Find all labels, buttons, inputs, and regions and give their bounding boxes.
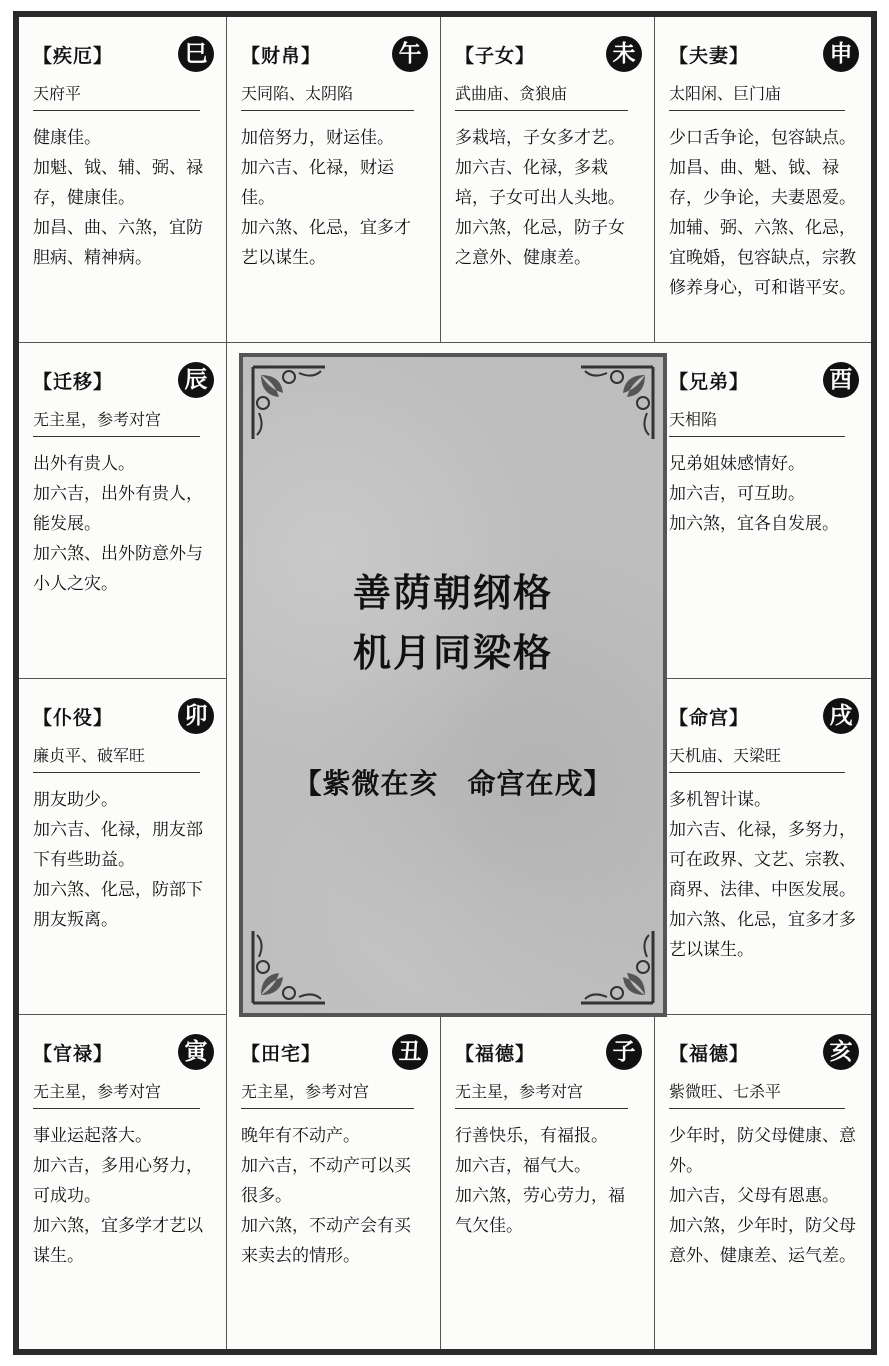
desc-line: 加六煞，化忌，防子女之意外、健康差。	[455, 218, 625, 268]
ornament-bottom-left-icon	[249, 927, 329, 1007]
desc-line: 加六煞，劳心劳力，福气欠佳。	[455, 1186, 625, 1236]
desc-line: 加昌、曲、六煞，宜防胆病、精神病。	[33, 218, 203, 268]
palace-mao	[19, 679, 227, 1015]
palace-description	[33, 123, 212, 273]
main-stars: 无主星，参考对宫	[33, 407, 200, 437]
desc-line: 加六煞、出外防意外与小人之灾。	[33, 544, 203, 594]
palace-title: 【仆役】	[33, 707, 114, 729]
palace-description	[455, 1121, 640, 1241]
desc-line: 加昌、曲、魁、钺、禄存，少争论，夫妻恩爱。	[669, 158, 856, 208]
desc-line: 兄弟姐妹感情好。	[669, 454, 805, 474]
desc-line: 多机智计谋。	[669, 790, 771, 810]
palace-description	[241, 123, 426, 273]
palace-wei	[441, 17, 655, 343]
desc-line: 加六吉，可互助。	[669, 484, 805, 504]
palace-xu	[655, 679, 871, 1015]
main-stars: 廉贞平、破军旺	[33, 743, 200, 773]
main-stars: 天府平	[33, 81, 200, 111]
branch-badge: 寅	[178, 1034, 214, 1070]
palace-title: 【夫妻】	[669, 45, 750, 67]
ziwei-chart	[13, 11, 877, 1355]
main-stars: 紫微旺、七杀平	[669, 1079, 845, 1109]
palace-title: 【命宫】	[669, 707, 750, 729]
main-stars: 武曲庙、贪狼庙	[455, 81, 628, 111]
desc-line: 少口舌争论，包容缺点。	[669, 128, 856, 148]
palace-title: 【财帛】	[241, 45, 322, 67]
palace-description	[33, 449, 212, 599]
branch-badge: 戌	[823, 698, 859, 734]
palace-description	[33, 785, 212, 935]
ornament-bottom-right-icon	[577, 927, 657, 1007]
palace-shen	[655, 17, 871, 343]
main-stars: 太阳闲、巨门庙	[669, 81, 845, 111]
desc-line: 加魁、钺、辅、弼、禄存，健康佳。	[33, 158, 203, 208]
branch-badge: 申	[823, 36, 859, 72]
desc-line: 朋友助少。	[33, 790, 118, 810]
branch-badge: 辰	[178, 362, 214, 398]
main-stars: 天同陷、太阴陷	[241, 81, 414, 111]
desc-line: 加倍努力，财运佳。	[241, 128, 394, 148]
main-stars: 无主星，参考对宫	[455, 1079, 628, 1109]
desc-line: 加六煞、化忌，宜多才艺以谋生。	[241, 218, 411, 268]
desc-line: 加六吉，出外有贵人，能发展。	[33, 484, 203, 534]
branch-badge: 未	[606, 36, 642, 72]
main-stars: 天机庙、天梁旺	[669, 743, 845, 773]
center-panel	[239, 353, 667, 1017]
pattern-name-1: 善荫朝纲格	[352, 570, 553, 615]
desc-line: 加辅、弼、六煞、化忌，宜晚婚，包容缺点，宗教修养身心，可和谐平安。	[669, 218, 856, 298]
desc-line: 加六吉，多用心努力，可成功。	[33, 1156, 203, 1206]
desc-line: 加六煞，宜多学才艺以谋生。	[33, 1216, 203, 1266]
desc-line: 加六吉、化禄，财运佳。	[241, 158, 394, 208]
desc-line: 加六吉，福气大。	[455, 1156, 591, 1176]
palace-description	[455, 123, 640, 273]
palace-hai	[655, 1015, 871, 1349]
palace-description	[669, 123, 857, 303]
palace-description	[669, 449, 857, 539]
palace-description	[669, 785, 857, 965]
palace-title: 【子女】	[455, 45, 536, 67]
branch-badge: 子	[606, 1034, 642, 1070]
pattern-name-2: 机月同梁格	[352, 630, 553, 675]
branch-badge: 亥	[823, 1034, 859, 1070]
desc-line: 加六吉，不动产可以买很多。	[241, 1156, 411, 1206]
desc-line: 健康佳。	[33, 128, 101, 148]
palace-title: 【迁移】	[33, 371, 114, 393]
ornament-top-right-icon	[577, 363, 657, 443]
palace-title: 【田宅】	[241, 1043, 322, 1065]
branch-badge: 卯	[178, 698, 214, 734]
palace-chen	[19, 343, 227, 679]
palace-description	[241, 1121, 426, 1271]
palace-title: 【官禄】	[33, 1043, 114, 1065]
palace-you	[655, 343, 871, 679]
ornament-top-left-icon	[249, 363, 329, 443]
branch-badge: 丑	[392, 1034, 428, 1070]
palace-chou	[227, 1015, 441, 1349]
desc-line: 出外有贵人。	[33, 454, 135, 474]
chart-subtitle: 【紫微在亥 命宫在戌】	[293, 767, 613, 800]
palace-description	[669, 1121, 857, 1271]
desc-line: 加六煞，宜各自发展。	[669, 514, 839, 534]
desc-line: 加六煞、化忌，防部下朋友叛离。	[33, 880, 203, 930]
palace-title: 【福德】	[669, 1043, 750, 1065]
branch-badge: 酉	[823, 362, 859, 398]
palace-yin	[19, 1015, 227, 1349]
desc-line: 加六吉、化禄，朋友部下有些助益。	[33, 820, 203, 870]
palace-wu	[227, 17, 441, 343]
main-stars: 无主星，参考对宫	[241, 1079, 414, 1109]
desc-line: 加六吉、化禄，多努力，可在政界、文艺、宗教、商界、法律、中医发展。	[669, 820, 856, 900]
desc-line: 少年时，防父母健康、意外。	[669, 1126, 856, 1176]
palace-zi	[441, 1015, 655, 1349]
branch-badge: 巳	[178, 36, 214, 72]
main-stars: 天相陷	[669, 407, 845, 437]
palace-title: 【兄弟】	[669, 371, 750, 393]
desc-line: 加六煞，少年时，防父母意外、健康差、运气差。	[669, 1216, 856, 1266]
palace-si	[19, 17, 227, 343]
desc-line: 行善快乐，有福报。	[455, 1126, 608, 1146]
main-stars: 无主星，参考对宫	[33, 1079, 200, 1109]
desc-line: 多栽培，子女多才艺。	[455, 128, 625, 148]
palace-title: 【福德】	[455, 1043, 536, 1065]
desc-line: 晚年有不动产。	[241, 1126, 360, 1146]
desc-line: 加六煞、化忌，宜多才多艺以谋生。	[669, 910, 856, 960]
palace-title: 【疾厄】	[33, 45, 114, 67]
palace-description	[33, 1121, 212, 1271]
desc-line: 加六煞，不动产会有买来卖去的情形。	[241, 1216, 411, 1266]
desc-line: 加六吉，父母有恩惠。	[669, 1186, 839, 1206]
desc-line: 加六吉、化禄，多栽培，子女可出人头地。	[455, 158, 625, 208]
desc-line: 事业运起落大。	[33, 1126, 152, 1146]
branch-badge: 午	[392, 36, 428, 72]
